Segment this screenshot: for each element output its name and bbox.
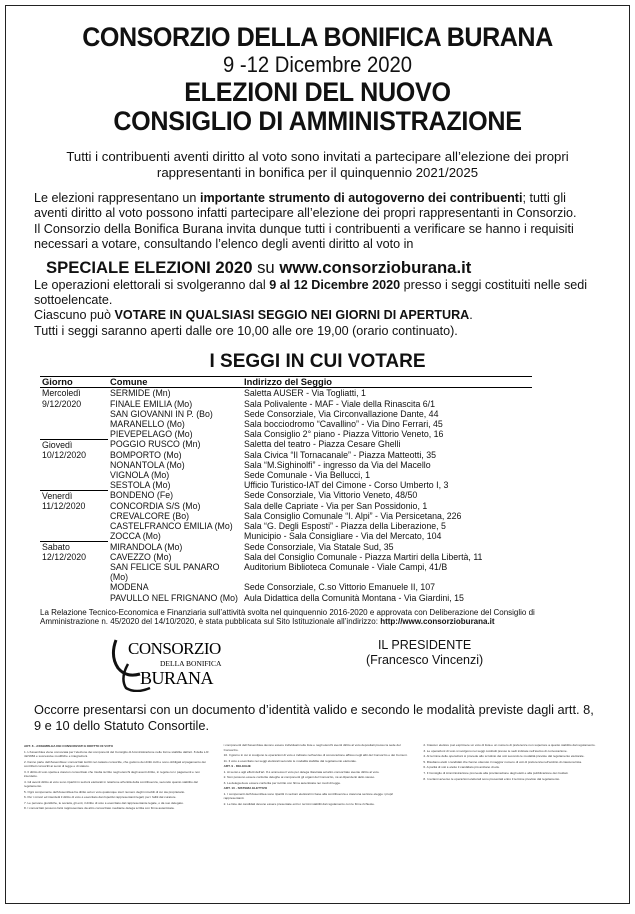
table-row (40, 593, 532, 603)
president-title: IL PRESIDENTE (377, 637, 472, 652)
statute-paragraph: 5. Ogni componente dell’Assemblea ha diritto ad un voto qualunque sia il numero degli immobili di cui sia proprietario. (24, 789, 186, 794)
address-cell: Aula Didattica della Comunità Montana - Via Giardini, 15 (244, 592, 464, 603)
address-cell: Sala del Consiglio Comunale - Piazza Martiri della Libertà, 11 (244, 551, 483, 562)
town-cell: SESTOLA (Mo) (110, 480, 171, 491)
address-cell: Saletta AUSER - Via Togliatti, 1 (244, 388, 366, 399)
address-cell: Sede Consorziale, Via Vittorio Veneto, 48/50 (244, 490, 418, 501)
table-row (40, 511, 532, 521)
report-notice (40, 608, 595, 627)
statute-paragraph: 6. A parità di voti è eletto il candidato più anziano di età. (423, 765, 500, 770)
town-cell: MODENA (110, 582, 149, 593)
text-span: Le operazioni elettorali si svolgeranno dal (34, 277, 270, 292)
town-cell: MARANELLO (Mo) (110, 419, 185, 430)
website-url[interactable]: www.consorzioburana.it (279, 257, 472, 277)
table-row (40, 388, 532, 399)
election-notice (5, 5, 630, 904)
table-row (40, 399, 532, 409)
special-connector: su (252, 257, 280, 277)
address-cell: Sede Comunale - Via Bellucci, 1 (244, 470, 370, 481)
address-cell: Auditorium Biblioteca Comunale - Viale Campi, 41/B (244, 561, 448, 572)
statute-paragraph: 11. Il voto è esercitato nei seggi elettorali secondo le modalità stabilite dal regolamento elettorale. (223, 758, 357, 763)
special-label: SPECIALE ELEZIONI 2020 (46, 257, 253, 277)
statute-paragraph: i componenti dell’Assemblea devono essere individuati nelle liste e negli elenchi aventi diritto al voto depositati presso la sede del Consorzio. (223, 743, 401, 752)
town-cell: CREVALCORE (Bo) (110, 510, 190, 521)
address-cell: Sala Polivalente - MAF - Viale della Rinascita 6/1 (244, 398, 436, 409)
statute-paragraph: 2. Ciascun elettore può esprimere un voto di lista e un numero di preferenze non superiore a quanto stabilito dal regolamento. (423, 743, 596, 748)
statute-paragraph: 2. Le liste dei candidati devono essere presentate entro i termini stabiliti dal regolamento con le firme richieste. (223, 801, 375, 806)
statute-paragraph: 1. Ai sensi e agli effetti dell’art. 8 è ammesso il voto per delega rilasciata ad altro consorziato avente diritto al voto. (223, 769, 380, 774)
address-cell: Sede Consorziale, C.so Vittorio Emanuele II, 107 (244, 582, 436, 593)
polling-stations-title: I SEGGI IN CUI VOTARE (209, 351, 426, 373)
election-dates: 9 -12 Dicembre 2020 (222, 52, 413, 77)
statute-paragraph: 1. I componenti dell’Assemblea sono ripartiti in sezioni elettorali in base alla contribuenza e ciascuna sezione elegge i propri rappresentanti. (223, 791, 394, 801)
polling-stations-table (40, 376, 532, 602)
header (6, 24, 629, 135)
consortium-logo (110, 634, 234, 692)
text-span: . (469, 308, 473, 323)
address-cell: Saletta del teatro - Piazza Cesare Ghelli (244, 439, 401, 450)
text-span: ; tutti gli aventi diritto al voto possono infatti partecipare all’elezione dei propri rappresentanti in Consorzio. (34, 191, 577, 221)
statute-paragraph: 10. Il giorno in cui si svolgono le operazioni di voto è indicato nell’avviso di convocazione affisso negli albi del Consorzio e dei Comuni. (223, 753, 408, 758)
address-cell: Ufficio Turistico-IAT del Cimone - Corso Umberto I, 3 (244, 480, 449, 491)
town-cell: FINALE EMILIA (Mo) (110, 398, 193, 409)
day-cell: Venerdì 11/12/2020 (40, 490, 108, 541)
paragraph-elections (34, 191, 601, 222)
text-span: Le elezioni rappresentano un (34, 191, 200, 205)
town-cell: PAVULLO NEL FRIGNANO (Mo) (110, 592, 238, 603)
town-cell: ZOCCA (Mo) (110, 531, 161, 542)
header-day: Giorno (40, 377, 108, 388)
intro-text: Tutti i contribuenti aventi diritto al voto sono invitati a partecipare all’elezione dei propri rappresentanti in bonifica per il quinquennio 2021/2025 (66, 149, 569, 180)
town-cell: CONCORDIA S/S (Mo) (110, 500, 201, 511)
table-body (40, 388, 532, 603)
statute-paragraph: 3. Il diritto di voto spetta a ciascun consorziato che risulta iscritto negli elenchi degli aventi diritto, in regola con i pagamenti e non interdetto. (24, 769, 200, 778)
town-cell: BONDENO (Fe) (110, 490, 174, 501)
statute-paragraph: 4. Gli aventi diritto al voto sono ripartiti in sezioni elettorali in relazione all’entità della contribuenza, secondo quanto stabilito dal regolamento. (24, 779, 198, 788)
town-cell: SAN GIOVANNI IN P. (Bo) (110, 408, 213, 419)
signature-block (6, 632, 629, 694)
statute-paragraph: 8. I reclami avverso le operazioni elettorali sono presentati entro il termine previsto dal regolamento. (423, 776, 561, 781)
logo-line-2: DELLA BONIFICA (160, 658, 222, 668)
text-span: presso i seggi costituiti nelle sedi sottoelencate. (34, 277, 588, 308)
table-row (40, 470, 532, 480)
table-row (40, 552, 532, 562)
logo-line-3: BURANA (140, 667, 214, 688)
bold-span: 9 al 12 Dicembre 2020 (269, 277, 401, 292)
town-cell: VIGNOLA (Mo) (110, 470, 170, 481)
statute-extract (24, 743, 611, 812)
statute-paragraph: 7. Il Consiglio di Amministrazione provvede alla proclamazione degli eletti e alla pubblicazione dei risultati. (423, 771, 569, 776)
day-cell: Mercoledì 9/12/2020 (40, 388, 108, 440)
statute-paragraph: 7. Le persone giuridiche, le società, gli enti, il diritto di voto è esercitato dal rappresentante legale, o da suo delegato. (24, 800, 184, 805)
statute-paragraph: 3. Le operazioni di voto si svolgono nei seggi costituiti presso le sedi indicate nell’avviso di convocazione. (423, 748, 568, 753)
table-row (40, 439, 532, 449)
logo-line-1: CONSORZIO (128, 638, 221, 658)
statute-paragraph: 8. I consorziati possono farsi rappresentare da altro consorziato mediante delega scritta con firma autenticata. (24, 806, 175, 811)
statute-paragraph: 6. Per i minori ed interdetti il diritto di voto è esercitato dai rispettivi rappresentanti legali; per i falliti dal curatore. (24, 795, 177, 800)
headline-line-2: CONSIGLIO DI AMMINISTRAZIONE (113, 106, 522, 136)
statute-column-2 (224, 743, 412, 812)
address-cell: Sala delle Capriate - Via per San Possidonio, 1 (244, 500, 428, 511)
table-row (40, 480, 532, 490)
statute-heading: ART. 10 - SISTEMA ELETTIVO (223, 786, 268, 791)
table-row (40, 521, 532, 531)
table-row (40, 490, 532, 500)
paragraph-hours: Tutti i seggi saranno aperti dalle ore 10,00 alle ore 19,00 (orario continuato). (34, 323, 458, 338)
paragraph-invitation: Il Consorzio della Bonifica Burana invita dunque tutti i contribuenti a verificare se hanno i requisiti necessari a votare, consultando l’elenco degli aventi diritto al voto in (34, 221, 574, 252)
bold-span: VOTARE IN QUALSIASI SEGGIO NEI GIORNI DI APERTURA (114, 308, 470, 323)
statute-paragraph: 2. Non possono essere conferite deleghe ai componenti gli organi del Consorzio, né ai dipendenti dello stesso. (223, 775, 376, 780)
paragraph-operations (34, 278, 601, 309)
table-row (40, 542, 532, 552)
day-cell: Giovedì 10/12/2020 (40, 439, 108, 490)
address-cell: Sala Civica “Il Tornacanale” - Piazza Matteotti, 35 (244, 449, 436, 460)
president-name: (Francesco Vincenzi) (366, 652, 484, 667)
town-cell: NONANTOLA (Mo) (110, 459, 185, 470)
text-span: Ciascuno può (34, 308, 115, 323)
table-row (40, 409, 532, 419)
town-cell: SAN FELICE SUL PANARO (Mo) (110, 561, 220, 583)
identity-requirement: Occorre presentarsi con un documento d’identità valido e secondo le modalità previste dagli artt. 8, 9 e 10 dello Statuto Consortile. (34, 701, 594, 733)
town-cell: POGGIO RUSCO (Mn) (110, 439, 201, 450)
bold-span: importante strumento di autogoverno dei contribuenti (199, 191, 523, 205)
town-cell: PIEVEPELAGO (Mo) (110, 429, 193, 440)
address-cell: Municipio - Sala Consigliare - Via del Mercato, 104 (244, 531, 442, 542)
statute-heading: ART. 8 - ASSEMBLEA DEI CONSORZIATI E DIRITTO DI VOTO (24, 744, 113, 749)
town-cell: CAVEZZO (Mo) (110, 551, 172, 562)
table-row (40, 419, 532, 429)
town-cell: BOMPORTO (Mo) (110, 449, 182, 460)
statute-column-1 (24, 743, 212, 812)
headline-line-1: ELEZIONI DEL NUOVO (184, 77, 451, 107)
consortium-title: CONSORZIO DELLA BONIFICA BURANA (82, 22, 553, 52)
paragraph-vote-anywhere (34, 308, 601, 323)
address-cell: Sala Consiglio 2° piano - Piazza Vittorio Veneto, 16 (244, 429, 444, 440)
statute-paragraph: 1. L’Assemblea viene convocata per l’elezione dei componenti del Consiglio di Amministrazione nelle forme stabilite dall’art. 8 della L.R. 42/1984 e successive modifiche e integrazioni. (24, 749, 210, 758)
address-cell: Sede Consorziale, Via Circonvallazione Dante, 44 (244, 408, 439, 419)
address-cell: Sala “M.Sighinolfi” - ingresso da Via del Macello (244, 459, 431, 470)
town-cell: CASTELFRANCO EMILIA (Mo) (110, 521, 233, 532)
statute-column-3 (423, 743, 611, 812)
header-town: Comune (108, 377, 242, 388)
table-row (40, 501, 532, 511)
header-address: Indirizzo del Seggio (242, 377, 532, 388)
table-row (40, 429, 532, 439)
town-cell: MIRANDOLA (Mo) (110, 541, 183, 552)
president-block (366, 638, 483, 668)
table-row (40, 562, 532, 582)
table-row (40, 460, 532, 470)
report-url[interactable]: http://www.consorzioburana.it (380, 617, 495, 627)
table-row (40, 582, 532, 592)
table-row (40, 450, 532, 460)
address-cell: Sala bocciodromo “Cavallino” - Via Dino Ferrari, 45 (244, 419, 443, 430)
address-cell: Sala Consiglio Comunale “I. Alpi” - Via Persicetana, 226 (244, 510, 462, 521)
text-span: La Relazione Tecnico-Economica e Finanziaria sull’attività svolta nel quinquennio 2016-2020 e approvata con Deliberazione del Consiglio di Amministrazione n. 45/2020 del 14/10/2020, è stata pubblicata sul Sito Istituzionale all’indirizzo: (40, 607, 535, 627)
table-header-row (40, 377, 532, 388)
address-cell: Sede Consorziale, Via Statale Sud, 35 (244, 541, 394, 552)
day-cell: Sabato 12/12/2020 (40, 542, 108, 603)
town-cell: SERMIDE (Mn) (110, 388, 171, 399)
statute-paragraph: 5. Risultano eletti i candidati che hanno ottenuto il maggior numero di voti di preferenza nell’ambito di ciascuna lista. (423, 759, 582, 764)
special-elections-link[interactable] (46, 258, 617, 278)
statute-paragraph: 3. La delega deve essere conferita per iscritto con firma autenticata nei modi di legge. (223, 780, 341, 785)
statute-heading: ART. 9 - DELEGHE (223, 764, 251, 769)
table-row (40, 531, 532, 541)
statute-paragraph: 2. Fanno parte dell’Assemblea i consorziati iscritti nel catasto consortile, che godono dei diritti civili e sono obbligati al pagamento dei contributi consortili ai sensi di legge e di statuto. (24, 759, 206, 768)
statute-paragraph: 4. Al termine delle operazioni si procede allo scrutinio dei voti secondo le modalità previste dal regolamento elettorale. (423, 754, 585, 759)
address-cell: Sala “G. Degli Esposti” - Piazza della Liberazione, 5 (244, 521, 446, 532)
